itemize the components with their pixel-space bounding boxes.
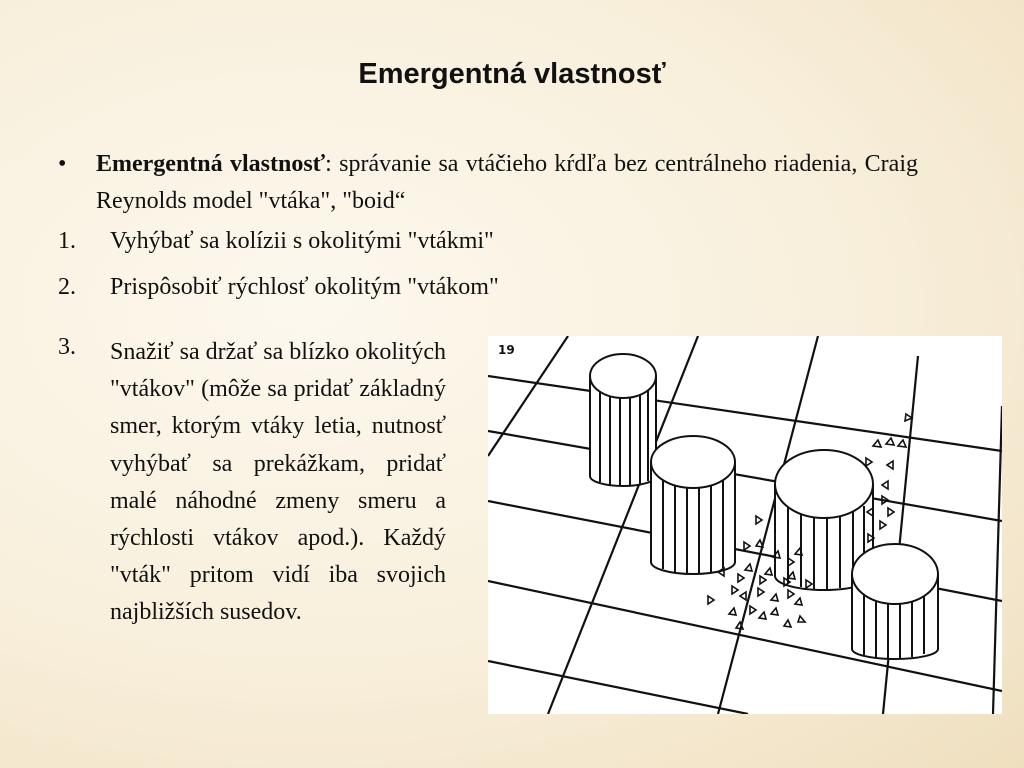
cylinder-1 [590,354,656,486]
list-text: Prispôsobiť rýchlosť okolitým "vtákom" [110,274,499,300]
perspective-grid [488,336,1002,714]
list-number-3: 3. [58,334,76,360]
list-number: 2. [58,274,76,300]
list-text-3: Snažiť sa držať sa blízko okolitých "vtákov" (môže sa pridať základný smer, ktorým vtáky letia, nutnosť vyhýbať sa prekážkam, pridať malé náhodné zmeny smeru a rýchlosti vtákov apod.). Každý "vták" pritom vidí iba svojich najbližších susedov. [110,339,446,626]
bullet-block [58,146,918,220]
bullet-term: Emergentná vlastnosť [96,151,326,177]
slide-title: Emergentná vlastnosť [358,58,666,90]
list-item-2 [58,274,928,301]
figure-corner-label: 19 [498,343,515,357]
bullet-description: : správanie sa vtáčieho kŕdľa bez centrálneho riadenia, Craig Reynolds model "vtáka", "boid“ [96,151,918,214]
cylinder-2 [651,436,735,574]
bullet-dot-icon: • [58,151,67,177]
boids-illustration [488,336,1002,714]
list-text: Vyhýbať sa kolízii s okolitými "vtákmi" [110,228,494,254]
cylinder-4 [852,544,938,659]
boids-figure [488,336,1002,714]
bullet-item [58,146,918,220]
list-item-1 [58,228,928,255]
bullet-text [96,146,918,220]
list-number: 1. [58,228,76,254]
